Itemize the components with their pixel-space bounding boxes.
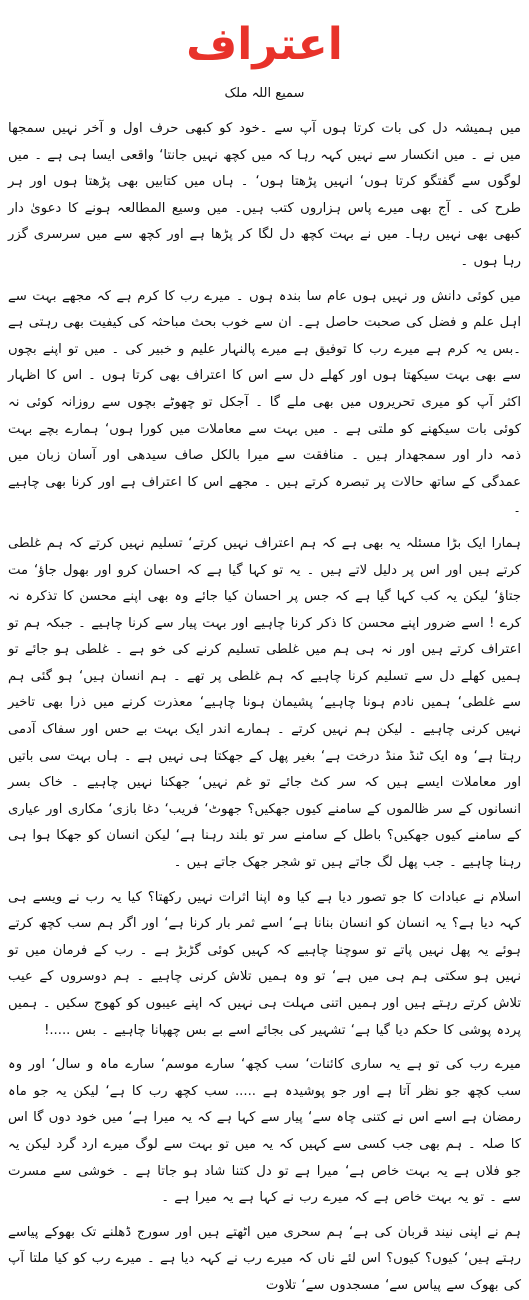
paragraph: میرے رب کی تو ہے یہ ساری کائنات‘ سب کچھ‘ سارے موسم‘ سارے ماہ و سال‘ اور وہ سب کچھ جو نظر آتا ہے اور جو پوشیدہ ہے ..... سب کچھ رب کا ہے‘ لیکن یہ جو ماہ رمضان ہے اسے اس نے کتنی چاہ سے‘ پیار سے کہا ہے کہ یہ میرا ہے‘ میں خود دوں گا اس کا صلہ ۔ ہم بھی جب کسی سے کہیں کہ یہ میں تو بہت سے لوگ میرے ارد گرد لیکن یہ جو فلاں ہے یہ بہت خاص ہے‘ میرا ہے تو دل کتنا شاد ہو جاتا ہے ۔ خوشی سے مسرت سے ۔ تو یہ بہت خاص ہے کہ میرے رب نے کہا ہے یہ میرا ہے ۔	[8, 1057, 521, 1206]
paragraph: میں کوئی دانش ور نہیں ہوں عام سا بندہ ہوں ۔ میرے رب کا کرم ہے کہ مجھے بہت سے اہل علم و فضل کی صحبت حاصل ہے۔ ان سے خوب بحث مباحثہ کی کیفیت بھی رہتی ہے ۔بس یہ کرم ہے میرے رب کا توفیق ہے میرے پالنہار علیم و خبیر کی ۔ میں تو اپنے بچوں سے بھی بہت سیکھتا ہوں اور کھلے دل سے اس کا اعتراف بھی کرتا ہوں ۔ اس کا اظہار اکثر آپ کو میری تحریروں میں بھی ملے گا ۔ آجکل تو چھوٹے بچوں سے روزانہ کوئی نہ کوئی بات سیکھنے کو ملتی ہے ۔ میں بہت سے معاملات میں کورا ہوں‘ ہمارے بچے بہت ذمہ دار اور سمجھدار ہیں ۔ منافقت سے میرا بالکل صاف سیدھی اور آسان زبان میں عمدگی کے ساتھ حالات پر تبصرہ کرتے ہیں ۔ مجھے اس کا اعتراف ہے اور کرنا بھی چاہیے ۔	[8, 288, 521, 517]
paragraph: ہم نے اپنی نیند قربان کی ہے‘ ہم سحری میں اٹھتے ہیں اور سورج ڈھلنے تک بھوکے پیاسے رہتے ہیں‘ کیوں؟ کیوں؟ اس لئے ناں کہ میرے رب نے کہہ دیا ہے ۔ میرے رب کو کیا ملتا آپ کی بھوک سے پیاس سے‘ مسجدوں سے‘ تلاوت	[8, 1224, 521, 1293]
article-title: اعتراف	[186, 19, 343, 70]
paragraph: ہمارا ایک بڑا مسئلہ یہ بھی ہے کہ ہم اعتراف نہیں کرتے‘ تسلیم نہیں کرتے کہ ہم غلطی کرتے ہیں اور اس پر دلیل لاتے ہیں ۔ یہ تو کہا گیا ہے کہ احسان کرو اور بھول جاؤ‘ مت جتاؤ‘ لیکن یہ کب کہا گیا ہے کہ جس پر احسان کیا جائے وہ بھی اپنے محسن کا تذکرہ نہ کرے ! اسے ضرور اپنے محسن کا ذکر کرنا چاہیے اور بہت پیار سے کرنا چاہیے ۔ جبکہ ہم تو اعتراف کرتے ہیں اور نہ ہی ہم میں غلطی تسلیم کرنے کی خو ہے ۔ غلطی ہو جائے تو ہمیں کھلے دل سے تسلیم کرنا چاہیے کہ ہم غلطی پر تھے ۔ ہم انسان ہیں‘ ہو گئی ہم سے غلطی‘ ہمیں نادم ہونا چاہیے‘ پشیمان ہونا چاہیے‘ معذرت کرنے میں ذرا بھی تاخیر نہیں کرنی چاہیے ۔ لیکن ہم نہیں کرتے ۔ ہمارے اندر ایک بہت بے حس اور سفاک آدمی رہتا ہے‘ وہ ایک ٹنڈ منڈ درخت ہے‘ بغیر پھل کے جھکتا ہی نہیں ہے ۔ ہاں بہت سی باتیں اور معاملات ایسے ہیں کہ سر کٹ جائے تو غم نہیں‘ جھکنا نہیں چاہیے ۔ خاک بسر انسانوں کے سر ظالموں کے سامنے کیوں جھکیں؟ جھوٹ‘ فریب‘ دغا بازی‘ مکاری اور عیاری کے سامنے کیوں جھکیں؟ باطل کے سامنے سر تو بلند رہنا ہے‘ لیکن انسان کو جھکا ہوا ہی رہنا چاہیے ۔ جب پھل لگ جاتے ہیں تو شجر جھک جاتے ہیں ۔	[8, 535, 521, 871]
article-body	[8, 116, 521, 1293]
paragraph: اسلام نے عبادات کا جو تصور دیا ہے کیا وہ اپنا اثرات نہیں رکھتا؟ کیا یہ رب نے ویسے ہی کہہ دیا ہے؟ یہ انسان کو انسان بنانا ہے‘ اسے ثمر بار کرنا ہے‘ اور اگر ہم سب کچھ کرتے ہوئے یہ پھل نہیں پاتے تو سوچنا چاہیے کہ کہیں کوئی گڑبڑ ہے ۔ رب کے فرمان میں تو نہیں ہو سکتی ہم ہی میں ہے‘ تو وہ ہمیں تلاش کرنی چاہیے ۔ ہم دوسروں کے عیب تلاش کرتے رہتے ہیں اور ہمیں اتنی مہلت ہی نہیں کہ اپنے عیبوں کو کھوج سکیں ۔ ہمیں پردہ پوشی کا حکم دیا گیا ہے‘ تشہیر کی بجائے اسے بے بس چھپانا چاہیے ۔ بس .....!	[8, 889, 521, 1038]
paragraph: میں ہمیشہ دل کی بات کرتا ہوں آپ سے ۔خود کو کبھی حرف اول و آخر نہیں سمجھا میں نے ۔ میں انکسار سے نہیں کہہ رہا کہ میں کچھ نہیں جانتا‘ واقعی ایسا ہی ہے ۔ میں لوگوں سے گفتگو کرتا ہوں‘ انہیں پڑھتا ہوں‘ ۔ ہاں میں کتابیں بھی پڑھتا ہوں اور ہر طرح کی ۔ آج بھی میرے پاس ہزاروں کتب ہیں۔ میں وسیع المطالعہ ہونے کا دعویٰ دار کبھی بھی نہیں رہا۔ میں نے بہت کچھ دل لگا کر پڑھا ہے اور کچھ سے میں سرسری گزر رہا ہوں ۔	[8, 121, 521, 269]
author-byline: سمیع اللہ ملک	[224, 86, 305, 101]
